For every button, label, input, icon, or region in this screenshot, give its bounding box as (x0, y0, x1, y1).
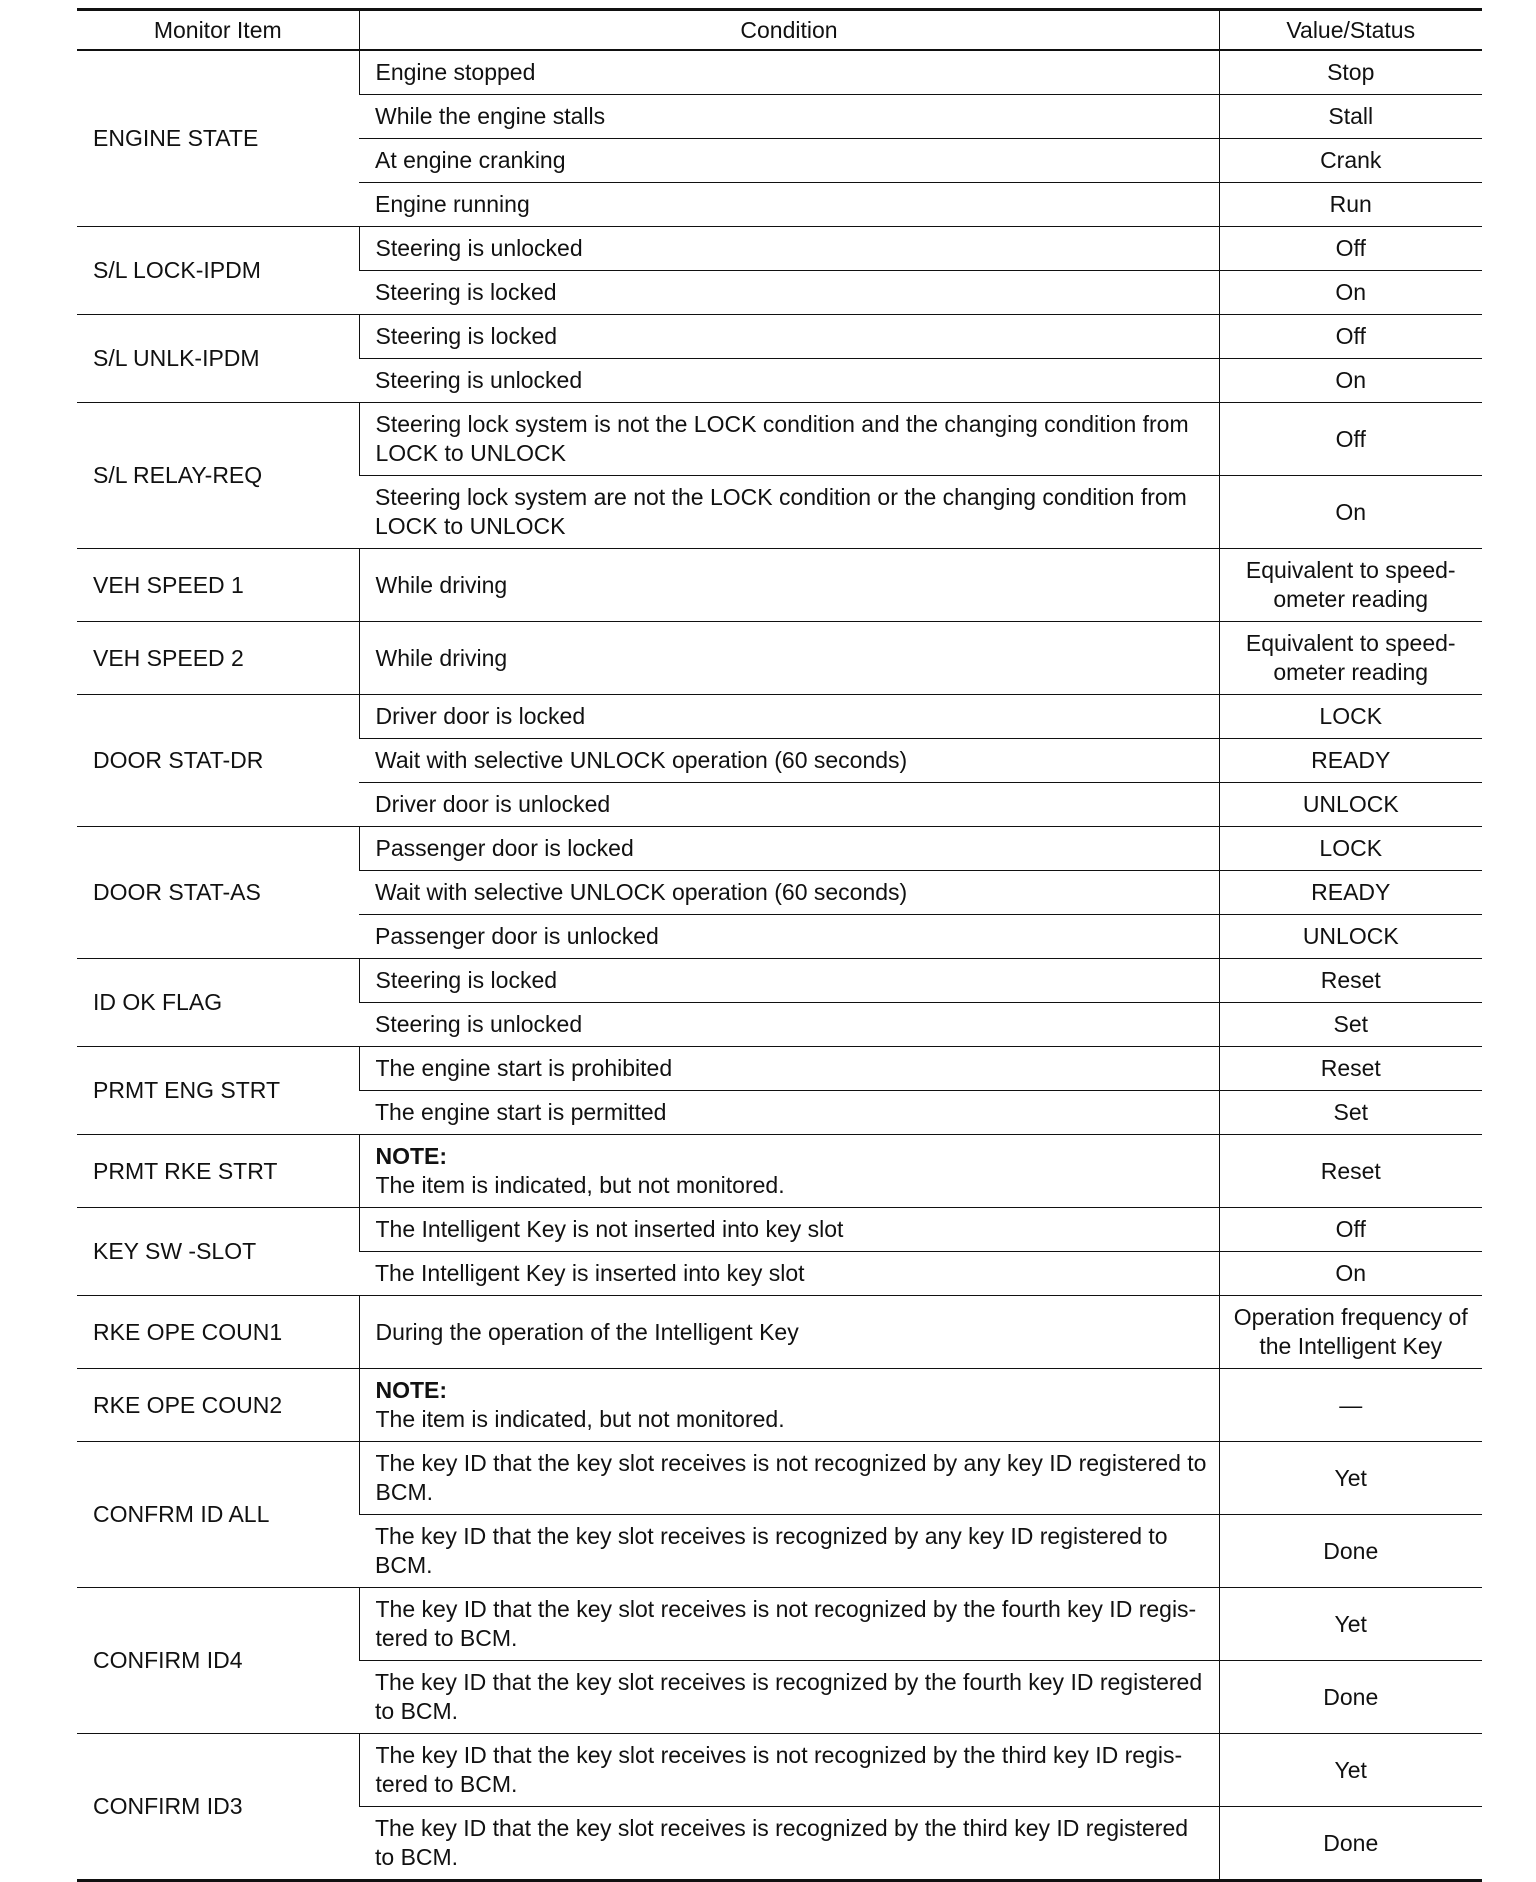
table-row (77, 403, 1482, 476)
value-cell: Reset (1219, 1047, 1482, 1091)
table-row (77, 1135, 1482, 1208)
table-row (77, 1734, 1482, 1807)
condition-cell: Steering lock system is not the LOCK condition and the changing condition from LOCK to UNLOCK (359, 403, 1219, 476)
condition-cell (359, 1135, 1219, 1208)
value-cell: UNLOCK (1219, 915, 1482, 959)
value-cell: Yet (1219, 1442, 1482, 1515)
value-cell: Off (1219, 315, 1482, 359)
condition-cell: Wait with selective UNLOCK operation (60 seconds) (359, 871, 1219, 915)
value-cell: UNLOCK (1219, 783, 1482, 827)
value-cell: READY (1219, 871, 1482, 915)
condition-cell: While the engine stalls (359, 95, 1219, 139)
value-cell: Set (1219, 1003, 1482, 1047)
value-cell: Operation frequency of the Intelligent Key (1219, 1296, 1482, 1369)
table-header-row (77, 10, 1482, 51)
condition-cell: At engine cranking (359, 139, 1219, 183)
condition-cell: While driving (359, 622, 1219, 695)
value-cell: Done (1219, 1515, 1482, 1588)
value-cell: Done (1219, 1661, 1482, 1734)
condition-cell: Steering is locked (359, 959, 1219, 1003)
monitor-item-cell: CONFRM ID ALL (77, 1442, 359, 1588)
table-row (77, 695, 1482, 739)
header-value-status: Value/Status (1219, 10, 1482, 51)
monitor-item-cell: CONFIRM ID3 (77, 1734, 359, 1881)
value-cell: Crank (1219, 139, 1482, 183)
table-row (77, 1369, 1482, 1442)
value-cell: On (1219, 359, 1482, 403)
value-cell: On (1219, 476, 1482, 549)
value-cell: Off (1219, 1208, 1482, 1252)
condition-cell: Steering is locked (359, 315, 1219, 359)
condition-cell: Steering is locked (359, 271, 1219, 315)
condition-cell: The key ID that the key slot receives is recognized by the fourth key ID registered to BCM. (359, 1661, 1219, 1734)
value-cell: Reset (1219, 959, 1482, 1003)
value-cell: On (1219, 1252, 1482, 1296)
condition-cell: Passenger door is unlocked (359, 915, 1219, 959)
value-cell: LOCK (1219, 695, 1482, 739)
table-row (77, 827, 1482, 871)
condition-cell: The engine start is permitted (359, 1091, 1219, 1135)
condition-cell: The key ID that the key slot receives is not recognized by any key ID registered to BCM. (359, 1442, 1219, 1515)
monitor-item-cell: S/L RELAY-REQ (77, 403, 359, 549)
monitor-item-table (77, 8, 1482, 1882)
table-row (77, 549, 1482, 622)
table-row (77, 1296, 1482, 1369)
table-row (77, 227, 1482, 271)
monitor-item-cell: DOOR STAT-AS (77, 827, 359, 959)
condition-cell: Steering is unlocked (359, 1003, 1219, 1047)
value-cell: Off (1219, 403, 1482, 476)
condition-cell: Steering lock system are not the LOCK condition or the changing condition from LOCK to UNLOCK (359, 476, 1219, 549)
monitor-item-cell: RKE OPE COUN2 (77, 1369, 359, 1442)
header-condition: Condition (359, 10, 1219, 51)
note-label: NOTE: (375, 1377, 448, 1403)
condition-cell: During the operation of the Intelligent Key (359, 1296, 1219, 1369)
condition-cell: Steering is unlocked (359, 227, 1219, 271)
value-cell: Reset (1219, 1135, 1482, 1208)
table-row (77, 1208, 1482, 1252)
condition-cell: The Intelligent Key is not inserted into key slot (359, 1208, 1219, 1252)
condition-cell: Engine stopped (359, 50, 1219, 95)
condition-cell: The Intelligent Key is inserted into key slot (359, 1252, 1219, 1296)
monitor-item-cell: CONFIRM ID4 (77, 1588, 359, 1734)
table-row (77, 50, 1482, 95)
condition-cell: While driving (359, 549, 1219, 622)
monitor-item-cell: RKE OPE COUN1 (77, 1296, 359, 1369)
condition-cell (359, 1369, 1219, 1442)
note-text: The item is indicated, but not monitored. (375, 1406, 785, 1432)
condition-cell: Engine running (359, 183, 1219, 227)
condition-cell: The key ID that the key slot receives is not recognized by the fourth key ID regis-tered to BCM. (359, 1588, 1219, 1661)
value-cell: Equivalent to speed-ometer reading (1219, 622, 1482, 695)
table-row (77, 1588, 1482, 1661)
monitor-item-cell: S/L LOCK-IPDM (77, 227, 359, 315)
monitor-item-cell: ID OK FLAG (77, 959, 359, 1047)
monitor-item-cell: VEH SPEED 1 (77, 549, 359, 622)
value-cell: Yet (1219, 1734, 1482, 1807)
condition-cell: Driver door is unlocked (359, 783, 1219, 827)
value-cell: Set (1219, 1091, 1482, 1135)
value-cell: Equivalent to speed-ometer reading (1219, 549, 1482, 622)
value-cell: — (1219, 1369, 1482, 1442)
value-cell: Done (1219, 1807, 1482, 1881)
value-cell: Off (1219, 227, 1482, 271)
condition-cell: Wait with selective UNLOCK operation (60 seconds) (359, 739, 1219, 783)
condition-cell: The engine start is prohibited (359, 1047, 1219, 1091)
monitor-item-cell: DOOR STAT-DR (77, 695, 359, 827)
monitor-item-cell: VEH SPEED 2 (77, 622, 359, 695)
header-monitor-item: Monitor Item (77, 10, 359, 51)
condition-cell: Driver door is locked (359, 695, 1219, 739)
monitor-item-cell: KEY SW -SLOT (77, 1208, 359, 1296)
monitor-item-cell: ENGINE STATE (77, 50, 359, 227)
table-row (77, 622, 1482, 695)
value-cell: Yet (1219, 1588, 1482, 1661)
note-text: The item is indicated, but not monitored. (375, 1172, 785, 1198)
value-cell: LOCK (1219, 827, 1482, 871)
monitor-item-cell: PRMT ENG STRT (77, 1047, 359, 1135)
note-label: NOTE: (375, 1143, 448, 1169)
table-row (77, 959, 1482, 1003)
value-cell: READY (1219, 739, 1482, 783)
value-cell: Stop (1219, 50, 1482, 95)
condition-cell: Passenger door is locked (359, 827, 1219, 871)
value-cell: Run (1219, 183, 1482, 227)
monitor-item-cell: PRMT RKE STRT (77, 1135, 359, 1208)
table-row (77, 315, 1482, 359)
value-cell: Stall (1219, 95, 1482, 139)
condition-cell: The key ID that the key slot receives is recognized by the third key ID registered to BCM. (359, 1807, 1219, 1881)
condition-cell: The key ID that the key slot receives is recognized by any key ID registered to BCM. (359, 1515, 1219, 1588)
condition-cell: The key ID that the key slot receives is not recognized by the third key ID regis-tered to BCM. (359, 1734, 1219, 1807)
monitor-item-cell: S/L UNLK-IPDM (77, 315, 359, 403)
value-cell: On (1219, 271, 1482, 315)
table-row (77, 1047, 1482, 1091)
table-row (77, 1442, 1482, 1515)
condition-cell: Steering is unlocked (359, 359, 1219, 403)
